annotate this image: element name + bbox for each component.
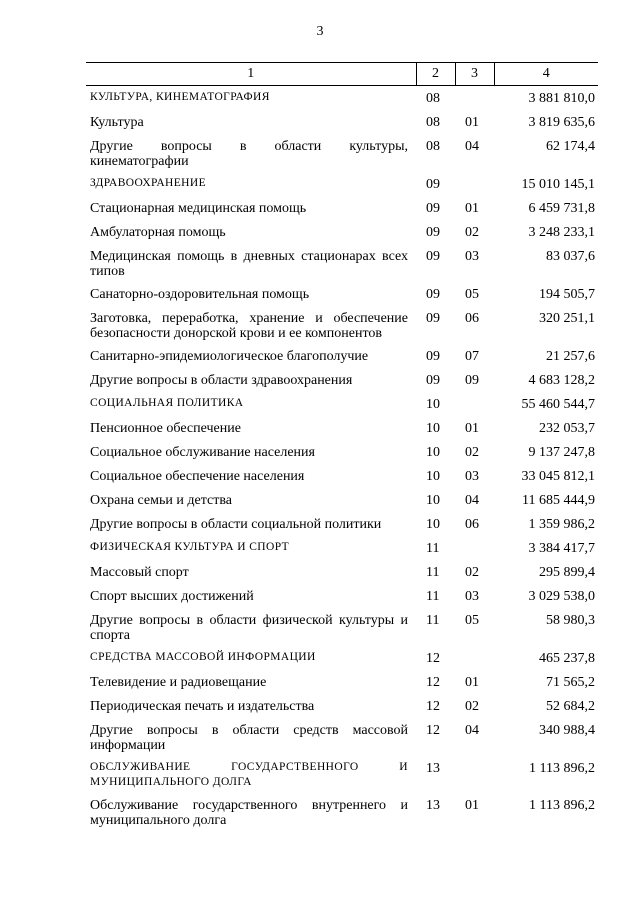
row-subsection-code: 04 xyxy=(465,493,479,508)
row-subsection-code: 01 xyxy=(465,421,479,436)
row-amount: 3 819 635,6 xyxy=(528,115,595,130)
row-section-code: 08 xyxy=(426,139,440,154)
row-subsection-code: 04 xyxy=(465,139,479,154)
row-section-code: 09 xyxy=(426,201,440,216)
row-name: Санитарно-эпидемиологическое благополучие xyxy=(90,349,369,364)
row-subsection-code xyxy=(455,86,494,111)
row-amount: 1 113 896,2 xyxy=(529,798,595,813)
row-name: ОБСЛУЖИВАНИЕ ГОСУДАРСТВЕННОГО И МУНИЦИПАЛЬНОГО ДОЛГА xyxy=(90,761,408,788)
row-name: Амбулаторная помощь xyxy=(90,225,226,240)
row-amount: 1 113 896,2 xyxy=(529,761,595,776)
table-row xyxy=(86,282,598,306)
row-amount: 58 980,3 xyxy=(546,613,595,628)
row-subsection-code: 02 xyxy=(465,225,479,240)
row-name: СОЦИАЛЬНАЯ ПОЛИТИКА xyxy=(90,397,244,409)
row-subsection-code: 09 xyxy=(465,373,479,388)
table-row xyxy=(86,718,598,756)
row-subsection-code: 05 xyxy=(465,613,479,628)
row-name: Санаторно-оздоровительная помощь xyxy=(90,287,310,302)
table-header xyxy=(86,63,598,86)
row-section-code: 10 xyxy=(426,517,440,532)
row-subsection-code: 01 xyxy=(465,115,479,130)
row-name: ЗДРАВООХРАНЕНИЕ xyxy=(90,177,207,189)
header-col-3: 3 xyxy=(455,63,494,86)
header-col-1: 1 xyxy=(86,63,416,86)
row-section-code: 09 xyxy=(426,249,440,264)
row-name: Другие вопросы в области здравоохранения xyxy=(90,373,353,388)
row-subsection-code xyxy=(455,172,494,196)
table-row xyxy=(86,110,598,134)
row-name: Другие вопросы в области средств массовой информации xyxy=(90,723,408,753)
row-amount: 21 257,6 xyxy=(546,349,595,364)
row-subsection-code: 01 xyxy=(465,675,479,690)
header-col-4: 4 xyxy=(494,63,598,86)
section-row xyxy=(86,756,598,793)
table-row xyxy=(86,368,598,392)
row-subsection-code: 01 xyxy=(465,798,479,813)
table-row xyxy=(86,306,598,344)
section-row xyxy=(86,536,598,560)
page-number: 3 xyxy=(316,24,324,39)
row-name: Социальное обслуживание населения xyxy=(90,445,315,460)
row-subsection-code: 04 xyxy=(465,723,479,738)
row-section-code: 12 xyxy=(426,675,440,690)
table-row xyxy=(86,416,598,440)
row-amount: 194 505,7 xyxy=(539,287,595,302)
row-amount: 295 899,4 xyxy=(539,565,595,580)
section-row xyxy=(86,86,598,111)
row-subsection-code: 03 xyxy=(465,589,479,604)
row-name: СРЕДСТВА МАССОВОЙ ИНФОРМАЦИИ xyxy=(90,651,316,663)
row-name: Другие вопросы в области социальной политики xyxy=(90,517,382,532)
row-subsection-code: 02 xyxy=(465,699,479,714)
row-section-code: 09 xyxy=(426,349,440,364)
row-amount: 320 251,1 xyxy=(539,311,595,326)
row-subsection-code: 03 xyxy=(465,249,479,264)
table-row xyxy=(86,488,598,512)
table-row xyxy=(86,560,598,584)
row-name: Периодическая печать и издательства xyxy=(90,699,315,714)
row-section-code: 09 xyxy=(426,287,440,302)
row-name: Массовый спорт xyxy=(90,565,189,580)
table-row xyxy=(86,670,598,694)
row-section-code: 09 xyxy=(426,225,440,240)
row-amount: 6 459 731,8 xyxy=(528,201,595,216)
row-section-code: 10 xyxy=(426,469,440,484)
row-section-code: 11 xyxy=(426,565,440,580)
row-subsection-code xyxy=(455,536,494,560)
table-row xyxy=(86,134,598,172)
row-subsection-code xyxy=(455,646,494,670)
row-subsection-code: 06 xyxy=(465,517,479,532)
row-name: Спорт высших достижений xyxy=(90,589,254,604)
table-row xyxy=(86,512,598,536)
row-amount: 1 359 986,2 xyxy=(528,517,595,532)
row-amount: 52 684,2 xyxy=(546,699,595,714)
row-name: Обслуживание государственного внутреннего и муниципального долга xyxy=(90,798,408,828)
row-subsection-code: 02 xyxy=(465,565,479,580)
row-amount: 55 460 544,7 xyxy=(521,397,595,412)
row-amount: 62 174,4 xyxy=(546,139,595,154)
row-subsection-code xyxy=(455,756,494,793)
row-amount: 3 029 538,0 xyxy=(528,589,595,604)
row-name: Стационарная медицинская помощь xyxy=(90,201,307,216)
row-name: Социальное обеспечение населения xyxy=(90,469,305,484)
row-section-code: 10 xyxy=(426,421,440,436)
row-section-code: 13 xyxy=(426,761,440,776)
row-section-code: 09 xyxy=(426,177,440,192)
row-name: Медицинская помощь в дневных стационарах всех типов xyxy=(90,249,408,279)
row-amount: 3 384 417,7 xyxy=(528,541,595,556)
table-body xyxy=(86,86,598,832)
table-row xyxy=(86,220,598,244)
row-amount: 83 037,6 xyxy=(546,249,595,264)
table-row xyxy=(86,793,598,831)
row-name: Охрана семьи и детства xyxy=(90,493,232,508)
row-name: ФИЗИЧЕСКАЯ КУЛЬТУРА И СПОРТ xyxy=(90,541,290,553)
row-name: Другие вопросы в области культуры, кинематографии xyxy=(90,139,408,169)
table-row xyxy=(86,464,598,488)
section-row xyxy=(86,646,598,670)
row-amount: 340 988,4 xyxy=(539,723,595,738)
row-name: Другие вопросы в области физической культуры и спорта xyxy=(90,613,408,643)
table-row xyxy=(86,344,598,368)
row-amount: 9 137 247,8 xyxy=(528,445,595,460)
row-subsection-code: 06 xyxy=(465,311,479,326)
row-section-code: 10 xyxy=(426,493,440,508)
row-section-code: 10 xyxy=(426,397,440,412)
row-section-code: 13 xyxy=(426,798,440,813)
row-subsection-code: 07 xyxy=(465,349,479,364)
row-section-code: 12 xyxy=(426,651,440,666)
row-subsection-code: 01 xyxy=(465,201,479,216)
row-name: Заготовка, переработка, хранение и обеспечение безопасности донорской крови и ее компонентов xyxy=(90,311,408,341)
row-section-code: 12 xyxy=(426,723,440,738)
section-row xyxy=(86,172,598,196)
table-row xyxy=(86,694,598,718)
budget-table xyxy=(86,62,598,831)
row-amount: 232 053,7 xyxy=(539,421,595,436)
section-row xyxy=(86,392,598,416)
row-amount: 11 685 444,9 xyxy=(522,493,595,508)
row-section-code: 12 xyxy=(426,699,440,714)
row-amount: 3 248 233,1 xyxy=(528,225,595,240)
row-name: Телевидение и радиовещание xyxy=(90,675,267,690)
row-amount: 3 881 810,0 xyxy=(528,91,595,106)
header-col-2: 2 xyxy=(416,63,455,86)
row-amount: 4 683 128,2 xyxy=(528,373,595,388)
row-section-code: 09 xyxy=(426,373,440,388)
row-amount: 71 565,2 xyxy=(546,675,595,690)
row-section-code: 08 xyxy=(426,115,440,130)
table-row xyxy=(86,244,598,282)
row-amount: 15 010 145,1 xyxy=(521,177,595,192)
row-subsection-code: 02 xyxy=(465,445,479,460)
table-row xyxy=(86,608,598,646)
table-row xyxy=(86,440,598,464)
row-section-code: 11 xyxy=(426,589,440,604)
header-row xyxy=(86,63,598,86)
row-section-code: 11 xyxy=(426,613,440,628)
row-section-code: 09 xyxy=(426,311,440,326)
row-subsection-code: 03 xyxy=(465,469,479,484)
row-name: Культура xyxy=(90,115,144,130)
row-subsection-code: 05 xyxy=(465,287,479,302)
row-amount: 33 045 812,1 xyxy=(521,469,595,484)
row-section-code: 11 xyxy=(426,541,440,556)
row-name: Пенсионное обеспечение xyxy=(90,421,241,436)
row-name: КУЛЬТУРА, КИНЕМАТОГРАФИЯ xyxy=(90,91,270,103)
row-section-code: 08 xyxy=(426,91,440,106)
row-subsection-code xyxy=(455,392,494,416)
row-amount: 465 237,8 xyxy=(539,651,595,666)
row-section-code: 10 xyxy=(426,445,440,460)
table-row xyxy=(86,196,598,220)
table-row xyxy=(86,584,598,608)
